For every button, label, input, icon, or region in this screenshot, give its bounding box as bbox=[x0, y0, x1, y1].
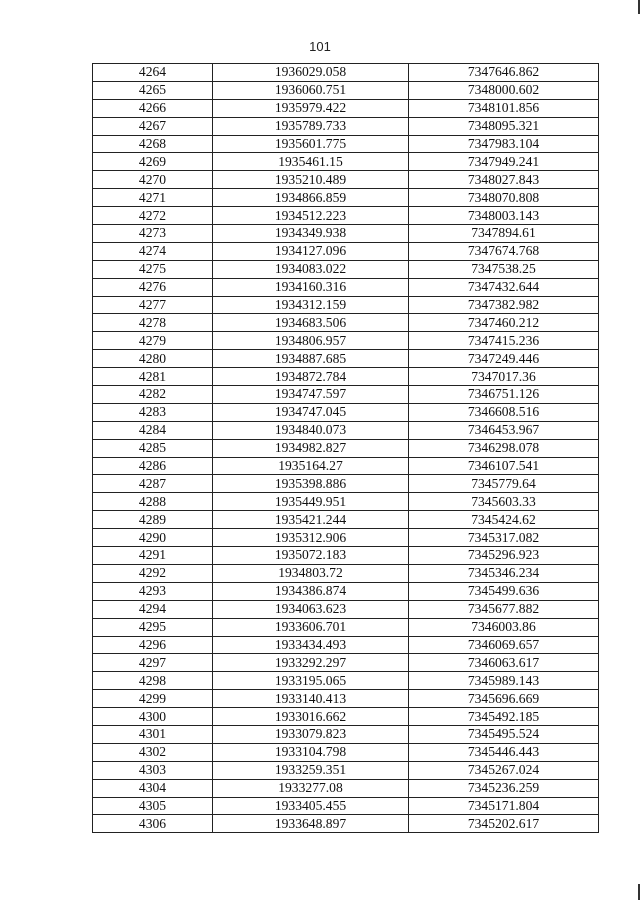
table-row bbox=[93, 654, 599, 672]
point-number-cell: 4291 bbox=[93, 547, 213, 565]
x-coordinate-cell: 1934866.859 bbox=[213, 189, 409, 207]
table-row bbox=[93, 547, 599, 565]
y-coordinate-cell: 7347017.36 bbox=[409, 368, 599, 386]
x-coordinate-cell: 1934683.506 bbox=[213, 314, 409, 332]
point-number-cell: 4289 bbox=[93, 511, 213, 529]
x-coordinate-cell: 1935601.775 bbox=[213, 135, 409, 153]
coordinates-table-body bbox=[93, 64, 599, 833]
point-number-cell: 4293 bbox=[93, 582, 213, 600]
x-coordinate-cell: 1935072.183 bbox=[213, 547, 409, 565]
table-row bbox=[93, 600, 599, 618]
table-row bbox=[93, 636, 599, 654]
y-coordinate-cell: 7347432.644 bbox=[409, 278, 599, 296]
table-row bbox=[93, 457, 599, 475]
y-coordinate-cell: 7348101.856 bbox=[409, 99, 599, 117]
point-number-cell: 4298 bbox=[93, 672, 213, 690]
point-number-cell: 4278 bbox=[93, 314, 213, 332]
point-number-cell: 4282 bbox=[93, 386, 213, 404]
page-number: 101 bbox=[309, 39, 331, 54]
x-coordinate-cell: 1933434.493 bbox=[213, 636, 409, 654]
point-number-cell: 4271 bbox=[93, 189, 213, 207]
y-coordinate-cell: 7345677.882 bbox=[409, 600, 599, 618]
table-row bbox=[93, 332, 599, 350]
point-number-cell: 4280 bbox=[93, 350, 213, 368]
y-coordinate-cell: 7345492.185 bbox=[409, 708, 599, 726]
point-number-cell: 4281 bbox=[93, 368, 213, 386]
y-coordinate-cell: 7347538.25 bbox=[409, 260, 599, 278]
y-coordinate-cell: 7346751.126 bbox=[409, 386, 599, 404]
x-coordinate-cell: 1934512.223 bbox=[213, 207, 409, 225]
point-number-cell: 4264 bbox=[93, 64, 213, 82]
table-row bbox=[93, 475, 599, 493]
point-number-cell: 4283 bbox=[93, 403, 213, 421]
table-row bbox=[93, 171, 599, 189]
table-row bbox=[93, 314, 599, 332]
x-coordinate-cell: 1934803.72 bbox=[213, 564, 409, 582]
x-coordinate-cell: 1934312.159 bbox=[213, 296, 409, 314]
coordinates-table bbox=[92, 63, 599, 833]
x-coordinate-cell: 1933016.662 bbox=[213, 708, 409, 726]
point-number-cell: 4285 bbox=[93, 439, 213, 457]
x-coordinate-cell: 1933405.455 bbox=[213, 797, 409, 815]
point-number-cell: 4276 bbox=[93, 278, 213, 296]
table-row bbox=[93, 350, 599, 368]
y-coordinate-cell: 7345603.33 bbox=[409, 493, 599, 511]
y-coordinate-cell: 7346069.657 bbox=[409, 636, 599, 654]
x-coordinate-cell: 1934840.073 bbox=[213, 421, 409, 439]
point-number-cell: 4267 bbox=[93, 117, 213, 135]
point-number-cell: 4279 bbox=[93, 332, 213, 350]
table-row bbox=[93, 189, 599, 207]
y-coordinate-cell: 7348003.143 bbox=[409, 207, 599, 225]
y-coordinate-cell: 7347415.236 bbox=[409, 332, 599, 350]
point-number-cell: 4292 bbox=[93, 564, 213, 582]
x-coordinate-cell: 1934083.022 bbox=[213, 260, 409, 278]
y-coordinate-cell: 7347674.768 bbox=[409, 242, 599, 260]
table-row bbox=[93, 582, 599, 600]
table-row bbox=[93, 296, 599, 314]
point-number-cell: 4272 bbox=[93, 207, 213, 225]
x-coordinate-cell: 1936060.751 bbox=[213, 81, 409, 99]
y-coordinate-cell: 7346003.86 bbox=[409, 618, 599, 636]
y-coordinate-cell: 7348095.321 bbox=[409, 117, 599, 135]
y-coordinate-cell: 7345171.804 bbox=[409, 797, 599, 815]
point-number-cell: 4304 bbox=[93, 779, 213, 797]
y-coordinate-cell: 7347646.862 bbox=[409, 64, 599, 82]
point-number-cell: 4306 bbox=[93, 815, 213, 833]
y-coordinate-cell: 7345317.082 bbox=[409, 529, 599, 547]
x-coordinate-cell: 1933079.823 bbox=[213, 725, 409, 743]
table-row bbox=[93, 797, 599, 815]
x-coordinate-cell: 1934127.096 bbox=[213, 242, 409, 260]
y-coordinate-cell: 7345424.62 bbox=[409, 511, 599, 529]
point-number-cell: 4273 bbox=[93, 225, 213, 243]
table-row bbox=[93, 618, 599, 636]
table-row bbox=[93, 135, 599, 153]
table-row bbox=[93, 439, 599, 457]
table-row bbox=[93, 368, 599, 386]
point-number-cell: 4287 bbox=[93, 475, 213, 493]
x-coordinate-cell: 1933259.351 bbox=[213, 761, 409, 779]
x-coordinate-cell: 1934887.685 bbox=[213, 350, 409, 368]
table-row bbox=[93, 493, 599, 511]
x-coordinate-cell: 1934982.827 bbox=[213, 439, 409, 457]
y-coordinate-cell: 7345267.024 bbox=[409, 761, 599, 779]
point-number-cell: 4296 bbox=[93, 636, 213, 654]
y-coordinate-cell: 7345779.64 bbox=[409, 475, 599, 493]
y-coordinate-cell: 7346298.078 bbox=[409, 439, 599, 457]
x-coordinate-cell: 1933140.413 bbox=[213, 690, 409, 708]
x-coordinate-cell: 1935421.244 bbox=[213, 511, 409, 529]
x-coordinate-cell: 1933104.798 bbox=[213, 743, 409, 761]
y-coordinate-cell: 7346608.516 bbox=[409, 403, 599, 421]
x-coordinate-cell: 1935449.951 bbox=[213, 493, 409, 511]
x-coordinate-cell: 1935979.422 bbox=[213, 99, 409, 117]
table-row bbox=[93, 743, 599, 761]
y-coordinate-cell: 7345989.143 bbox=[409, 672, 599, 690]
x-coordinate-cell: 1935461.15 bbox=[213, 153, 409, 171]
y-coordinate-cell: 7345696.669 bbox=[409, 690, 599, 708]
y-coordinate-cell: 7347382.982 bbox=[409, 296, 599, 314]
y-coordinate-cell: 7346063.617 bbox=[409, 654, 599, 672]
x-coordinate-cell: 1933648.897 bbox=[213, 815, 409, 833]
point-number-cell: 4265 bbox=[93, 81, 213, 99]
point-number-cell: 4284 bbox=[93, 421, 213, 439]
table-row bbox=[93, 225, 599, 243]
x-coordinate-cell: 1933292.297 bbox=[213, 654, 409, 672]
point-number-cell: 4286 bbox=[93, 457, 213, 475]
x-coordinate-cell: 1935210.489 bbox=[213, 171, 409, 189]
table-row bbox=[93, 278, 599, 296]
x-coordinate-cell: 1933606.701 bbox=[213, 618, 409, 636]
table-row bbox=[93, 708, 599, 726]
y-coordinate-cell: 7348000.602 bbox=[409, 81, 599, 99]
y-coordinate-cell: 7347983.104 bbox=[409, 135, 599, 153]
point-number-cell: 4303 bbox=[93, 761, 213, 779]
y-coordinate-cell: 7345495.524 bbox=[409, 725, 599, 743]
x-coordinate-cell: 1934747.597 bbox=[213, 386, 409, 404]
table-row bbox=[93, 64, 599, 82]
table-row bbox=[93, 117, 599, 135]
table-row bbox=[93, 81, 599, 99]
y-coordinate-cell: 7345236.259 bbox=[409, 779, 599, 797]
point-number-cell: 4294 bbox=[93, 600, 213, 618]
table-row bbox=[93, 386, 599, 404]
point-number-cell: 4288 bbox=[93, 493, 213, 511]
y-coordinate-cell: 7345446.443 bbox=[409, 743, 599, 761]
table-row bbox=[93, 815, 599, 833]
point-number-cell: 4266 bbox=[93, 99, 213, 117]
table-row bbox=[93, 242, 599, 260]
y-coordinate-cell: 7347249.446 bbox=[409, 350, 599, 368]
table-row bbox=[93, 403, 599, 421]
table-row bbox=[93, 511, 599, 529]
x-coordinate-cell: 1934386.874 bbox=[213, 582, 409, 600]
y-coordinate-cell: 7347894.61 bbox=[409, 225, 599, 243]
point-number-cell: 4302 bbox=[93, 743, 213, 761]
x-coordinate-cell: 1935789.733 bbox=[213, 117, 409, 135]
point-number-cell: 4277 bbox=[93, 296, 213, 314]
y-coordinate-cell: 7346107.541 bbox=[409, 457, 599, 475]
x-coordinate-cell: 1933195.065 bbox=[213, 672, 409, 690]
x-coordinate-cell: 1934160.316 bbox=[213, 278, 409, 296]
y-coordinate-cell: 7345346.234 bbox=[409, 564, 599, 582]
x-coordinate-cell: 1935398.886 bbox=[213, 475, 409, 493]
y-coordinate-cell: 7348070.808 bbox=[409, 189, 599, 207]
table-row bbox=[93, 207, 599, 225]
y-coordinate-cell: 7345499.636 bbox=[409, 582, 599, 600]
x-coordinate-cell: 1933277.08 bbox=[213, 779, 409, 797]
y-coordinate-cell: 7346453.967 bbox=[409, 421, 599, 439]
point-number-cell: 4297 bbox=[93, 654, 213, 672]
x-coordinate-cell: 1934063.623 bbox=[213, 600, 409, 618]
table-row bbox=[93, 672, 599, 690]
x-coordinate-cell: 1935164.27 bbox=[213, 457, 409, 475]
table-row bbox=[93, 421, 599, 439]
x-coordinate-cell: 1934349.938 bbox=[213, 225, 409, 243]
table-row bbox=[93, 725, 599, 743]
x-coordinate-cell: 1935312.906 bbox=[213, 529, 409, 547]
table-row bbox=[93, 564, 599, 582]
table-row bbox=[93, 99, 599, 117]
point-number-cell: 4268 bbox=[93, 135, 213, 153]
y-coordinate-cell: 7347949.241 bbox=[409, 153, 599, 171]
table-row bbox=[93, 260, 599, 278]
x-coordinate-cell: 1934872.784 bbox=[213, 368, 409, 386]
point-number-cell: 4275 bbox=[93, 260, 213, 278]
y-coordinate-cell: 7347460.212 bbox=[409, 314, 599, 332]
point-number-cell: 4301 bbox=[93, 725, 213, 743]
table-row bbox=[93, 529, 599, 547]
x-coordinate-cell: 1934747.045 bbox=[213, 403, 409, 421]
x-coordinate-cell: 1934806.957 bbox=[213, 332, 409, 350]
table-row bbox=[93, 761, 599, 779]
table-row bbox=[93, 690, 599, 708]
point-number-cell: 4299 bbox=[93, 690, 213, 708]
point-number-cell: 4290 bbox=[93, 529, 213, 547]
y-coordinate-cell: 7348027.843 bbox=[409, 171, 599, 189]
table-row bbox=[93, 779, 599, 797]
point-number-cell: 4295 bbox=[93, 618, 213, 636]
point-number-cell: 4305 bbox=[93, 797, 213, 815]
y-coordinate-cell: 7345296.923 bbox=[409, 547, 599, 565]
x-coordinate-cell: 1936029.058 bbox=[213, 64, 409, 82]
point-number-cell: 4270 bbox=[93, 171, 213, 189]
point-number-cell: 4274 bbox=[93, 242, 213, 260]
point-number-cell: 4300 bbox=[93, 708, 213, 726]
point-number-cell: 4269 bbox=[93, 153, 213, 171]
table-row bbox=[93, 153, 599, 171]
y-coordinate-cell: 7345202.617 bbox=[409, 815, 599, 833]
